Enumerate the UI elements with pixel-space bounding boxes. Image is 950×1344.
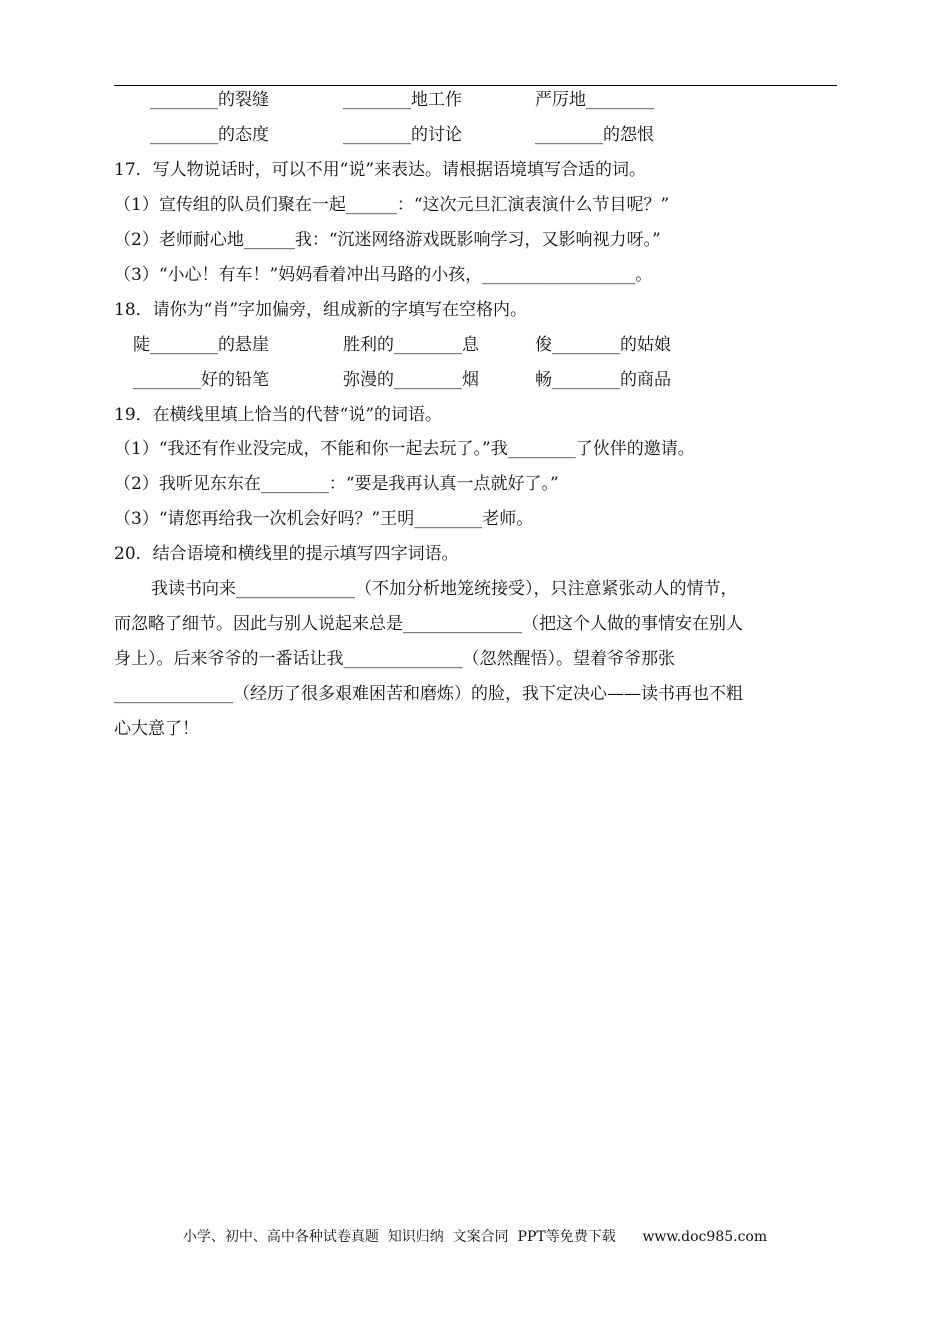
top-grid-cell: ________的态度 [150, 125, 269, 145]
q17-item-1: （1）宣传组的队员们聚在一起______：“这次元旦汇演表演什么节目呢？” [114, 195, 670, 215]
q19-item-1: （1）“我还有作业没完成，不能和你一起去玩了。”我________了伙伴的邀请。 [114, 439, 695, 459]
top-grid-cell: ________的怨恨 [535, 125, 654, 145]
q17-item-3: （3）“小心！有车！”妈妈看着冲出马路的小孩，__________________。 [114, 265, 653, 285]
q19-item-3: （3）“请您再给我一次机会好吗？”王明________老师。 [114, 509, 534, 529]
header-rule [114, 85, 837, 86]
q17-title: 17．写人物说话时，可以不用“说”来表达。请根据语境填写合适的词。 [114, 160, 647, 180]
q18-cell: 弥漫的________烟 [343, 370, 479, 390]
q18-cell: 陡________的悬崖 [133, 335, 269, 355]
page-footer: 小学、初中、高中各种试卷真题 知识归纳 文案合同 PPT等免费下载 www.doc985.com [182, 1229, 768, 1245]
top-grid-cell: 严厉地________ [535, 90, 654, 110]
q20-title: 20．结合语境和横线里的提示填写四字词语。 [114, 544, 459, 564]
q20-para-line: 身上）。后来爷爷的一番话让我______________（忽然醒悟）。望着爷爷那张 [114, 649, 675, 669]
q20-para-line: 我读书向来______________（不加分析地笼统接受），只注意紧张动人的情节， [151, 579, 738, 599]
q18-cell: 畅________的商品 [535, 370, 671, 390]
q18-cell: 俊________的姑娘 [535, 335, 671, 355]
q20-para-line: 心大意了！ [114, 719, 199, 739]
q19-title: 19．在横线里填上恰当的代替“说”的词语。 [114, 405, 443, 425]
q20-para-line: ______________（经历了很多艰难困苦和磨炼）的脸，我下定决心——读书再也不粗 [114, 684, 743, 704]
q18-title: 18．请你为“肖”字加偏旁，组成新的字填写在空格内。 [114, 300, 528, 320]
top-grid-cell: ________的讨论 [343, 125, 462, 145]
q18-cell: 胜利的________息 [343, 335, 479, 355]
q17-item-2: （2）老师耐心地______我：“沉迷网络游戏既影响学习，又影响视力呀。” [114, 230, 661, 250]
top-grid-cell: ________的裂缝 [150, 90, 269, 110]
q18-cell: ________好的铅笔 [133, 370, 269, 390]
q20-para-line: 而忽略了细节。因此与别人说起来总是______________（把这个人做的事情安在别人 [114, 614, 743, 634]
q19-item-2: （2）我听见东东在________：“要是我再认真一点就好了。” [114, 474, 559, 494]
top-grid-cell: ________地工作 [343, 90, 462, 110]
